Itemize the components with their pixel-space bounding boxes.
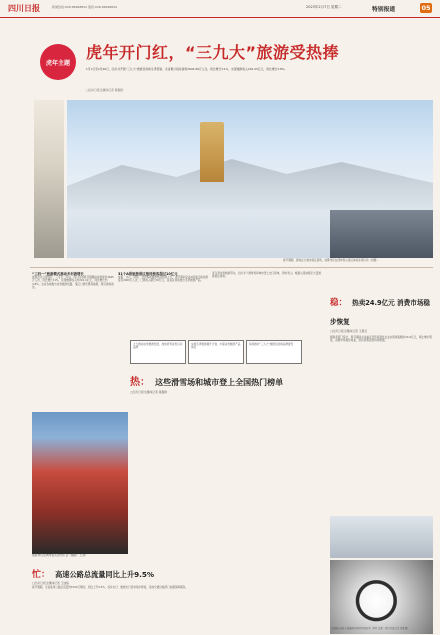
hot-title: 这些滑雪场和城市登上全国热门榜单 <box>155 378 284 387</box>
issue-date: 2023年2月7日 星期二 <box>306 5 342 9</box>
article-left-heading: “三四一”旅游模式推动乡村游增长 <box>32 272 84 276</box>
tiger-year-seal: 虎年主题 <box>40 44 76 80</box>
busy-body: 春节假期，全省高速公路总流量约1500万辆次，同比上升9.5%，返乡出行、旅游出行需求集中释放，各地交通运输部门加强保障服务。 <box>32 585 188 589</box>
panda-photo <box>330 560 433 634</box>
stable-body: 据商务部门统计，春节期间全省重点零售和餐饮企业实现销售额约24.9亿元，同比增长明显，消费市场稳步恢复，居民消费意愿持续增强。 <box>330 335 432 342</box>
article-right <box>212 272 322 279</box>
hot-topic <box>130 370 320 395</box>
left-photo-lanterns <box>32 412 128 554</box>
stable-title: 热卖24.9亿元 消费市场稳步恢复 <box>330 299 431 326</box>
hot-label: 热： <box>130 377 150 388</box>
quote-box-3-text: 持续推动“三九大”旅游目的地品牌建设 <box>249 343 294 346</box>
article-right-body: 受冬季冰雪旅游带动，四川多个滑雪场和城市登上热门榜单，西岭雪山、峨眉山等地吸引大量游客前往体验。 <box>212 272 321 279</box>
stable-byline: □四川日报全媒体记者 王眉灵 <box>330 329 368 333</box>
busy-topic <box>32 562 327 589</box>
left-photo-sculpture <box>34 100 64 258</box>
article-middle-heading: 31个A级旅游景区接待游客超过10亿元 <box>118 272 178 276</box>
header-info: 新闻热线:028-86968652 值班:028-86968000 <box>52 5 118 9</box>
left-photo-caption: 成都市民在城市街头欣赏灯会（摄影：王欣） <box>32 553 88 557</box>
article-left-body: 按照四川日报统计，三月至二月底，四川全省春节假期接待游客约3645万人次，同比增长11%，实现旅游收入约242.4亿元，同比增长约3.8%。全省各地推出冰雪旅游线路、景区门票优惠等措施，吸引游客前往。 <box>32 276 114 289</box>
headline-subtitle: 1月1日至2月26日，四川共开展“三九大”旅游目的地冬季营销，全省累计接待游客3645.96万人次，同比增长3.1%，实现旅游收入242.43亿元，同比增长3.8%。 <box>86 67 288 71</box>
hot-byline: □四川日报全媒体记者 蒋振绮 <box>130 390 168 394</box>
article-middle <box>118 272 210 283</box>
divider-1 <box>30 267 433 268</box>
quote-box-2-text: 实施冬季旅游提升计划，丰富冰雪旅游产品供给 <box>191 343 241 350</box>
article-left <box>32 272 114 289</box>
quote-box-2 <box>188 340 244 364</box>
newspaper-logo: 四川日报 <box>8 4 40 13</box>
photo-caption: 春节假期，游客在九寨沟景区游览。成都市民在西岭雪山景区体验冰雪运动（拼图） <box>283 259 379 262</box>
quote-box-1 <box>130 340 186 364</box>
main-photo-pagoda <box>200 122 224 182</box>
stable-topic <box>330 290 433 342</box>
page-number: 05 <box>421 4 431 12</box>
busy-title: 高速公路总流量同比上升9.5% <box>55 570 155 579</box>
busy-byline: □四川日报全媒体记者 王成栋 <box>32 581 70 585</box>
small-photo-ski <box>330 516 433 558</box>
panda-caption: 大熊猫在成都大熊猫繁育研究基地吃雪（图片来源：四川日报记者 唐新摄） <box>330 627 410 630</box>
main-headline: 虎年开门红，“三九大”旅游受热捧 <box>86 43 340 62</box>
section-title: 特别报道 <box>372 7 396 13</box>
stable-label: 稳： <box>330 298 348 308</box>
quote-box-1-text: 大力推动冰雪旅游发展，加快培育冰雪运动品牌 <box>133 343 183 350</box>
main-photo-crowd <box>330 210 433 258</box>
busy-label: 忙： <box>32 570 51 580</box>
headline-byline: □四川日报全媒体记者 蒋振绮 <box>86 88 124 92</box>
article-middle-body: 成都、乐山、阿坝、甘孜等地旅游热度持续上升，春节期间全省A级景区接待游客近2000万人次，门票收入超过10亿元，各景区持续推出冬季旅游产品。 <box>118 276 208 283</box>
quote-box-3 <box>246 340 302 364</box>
